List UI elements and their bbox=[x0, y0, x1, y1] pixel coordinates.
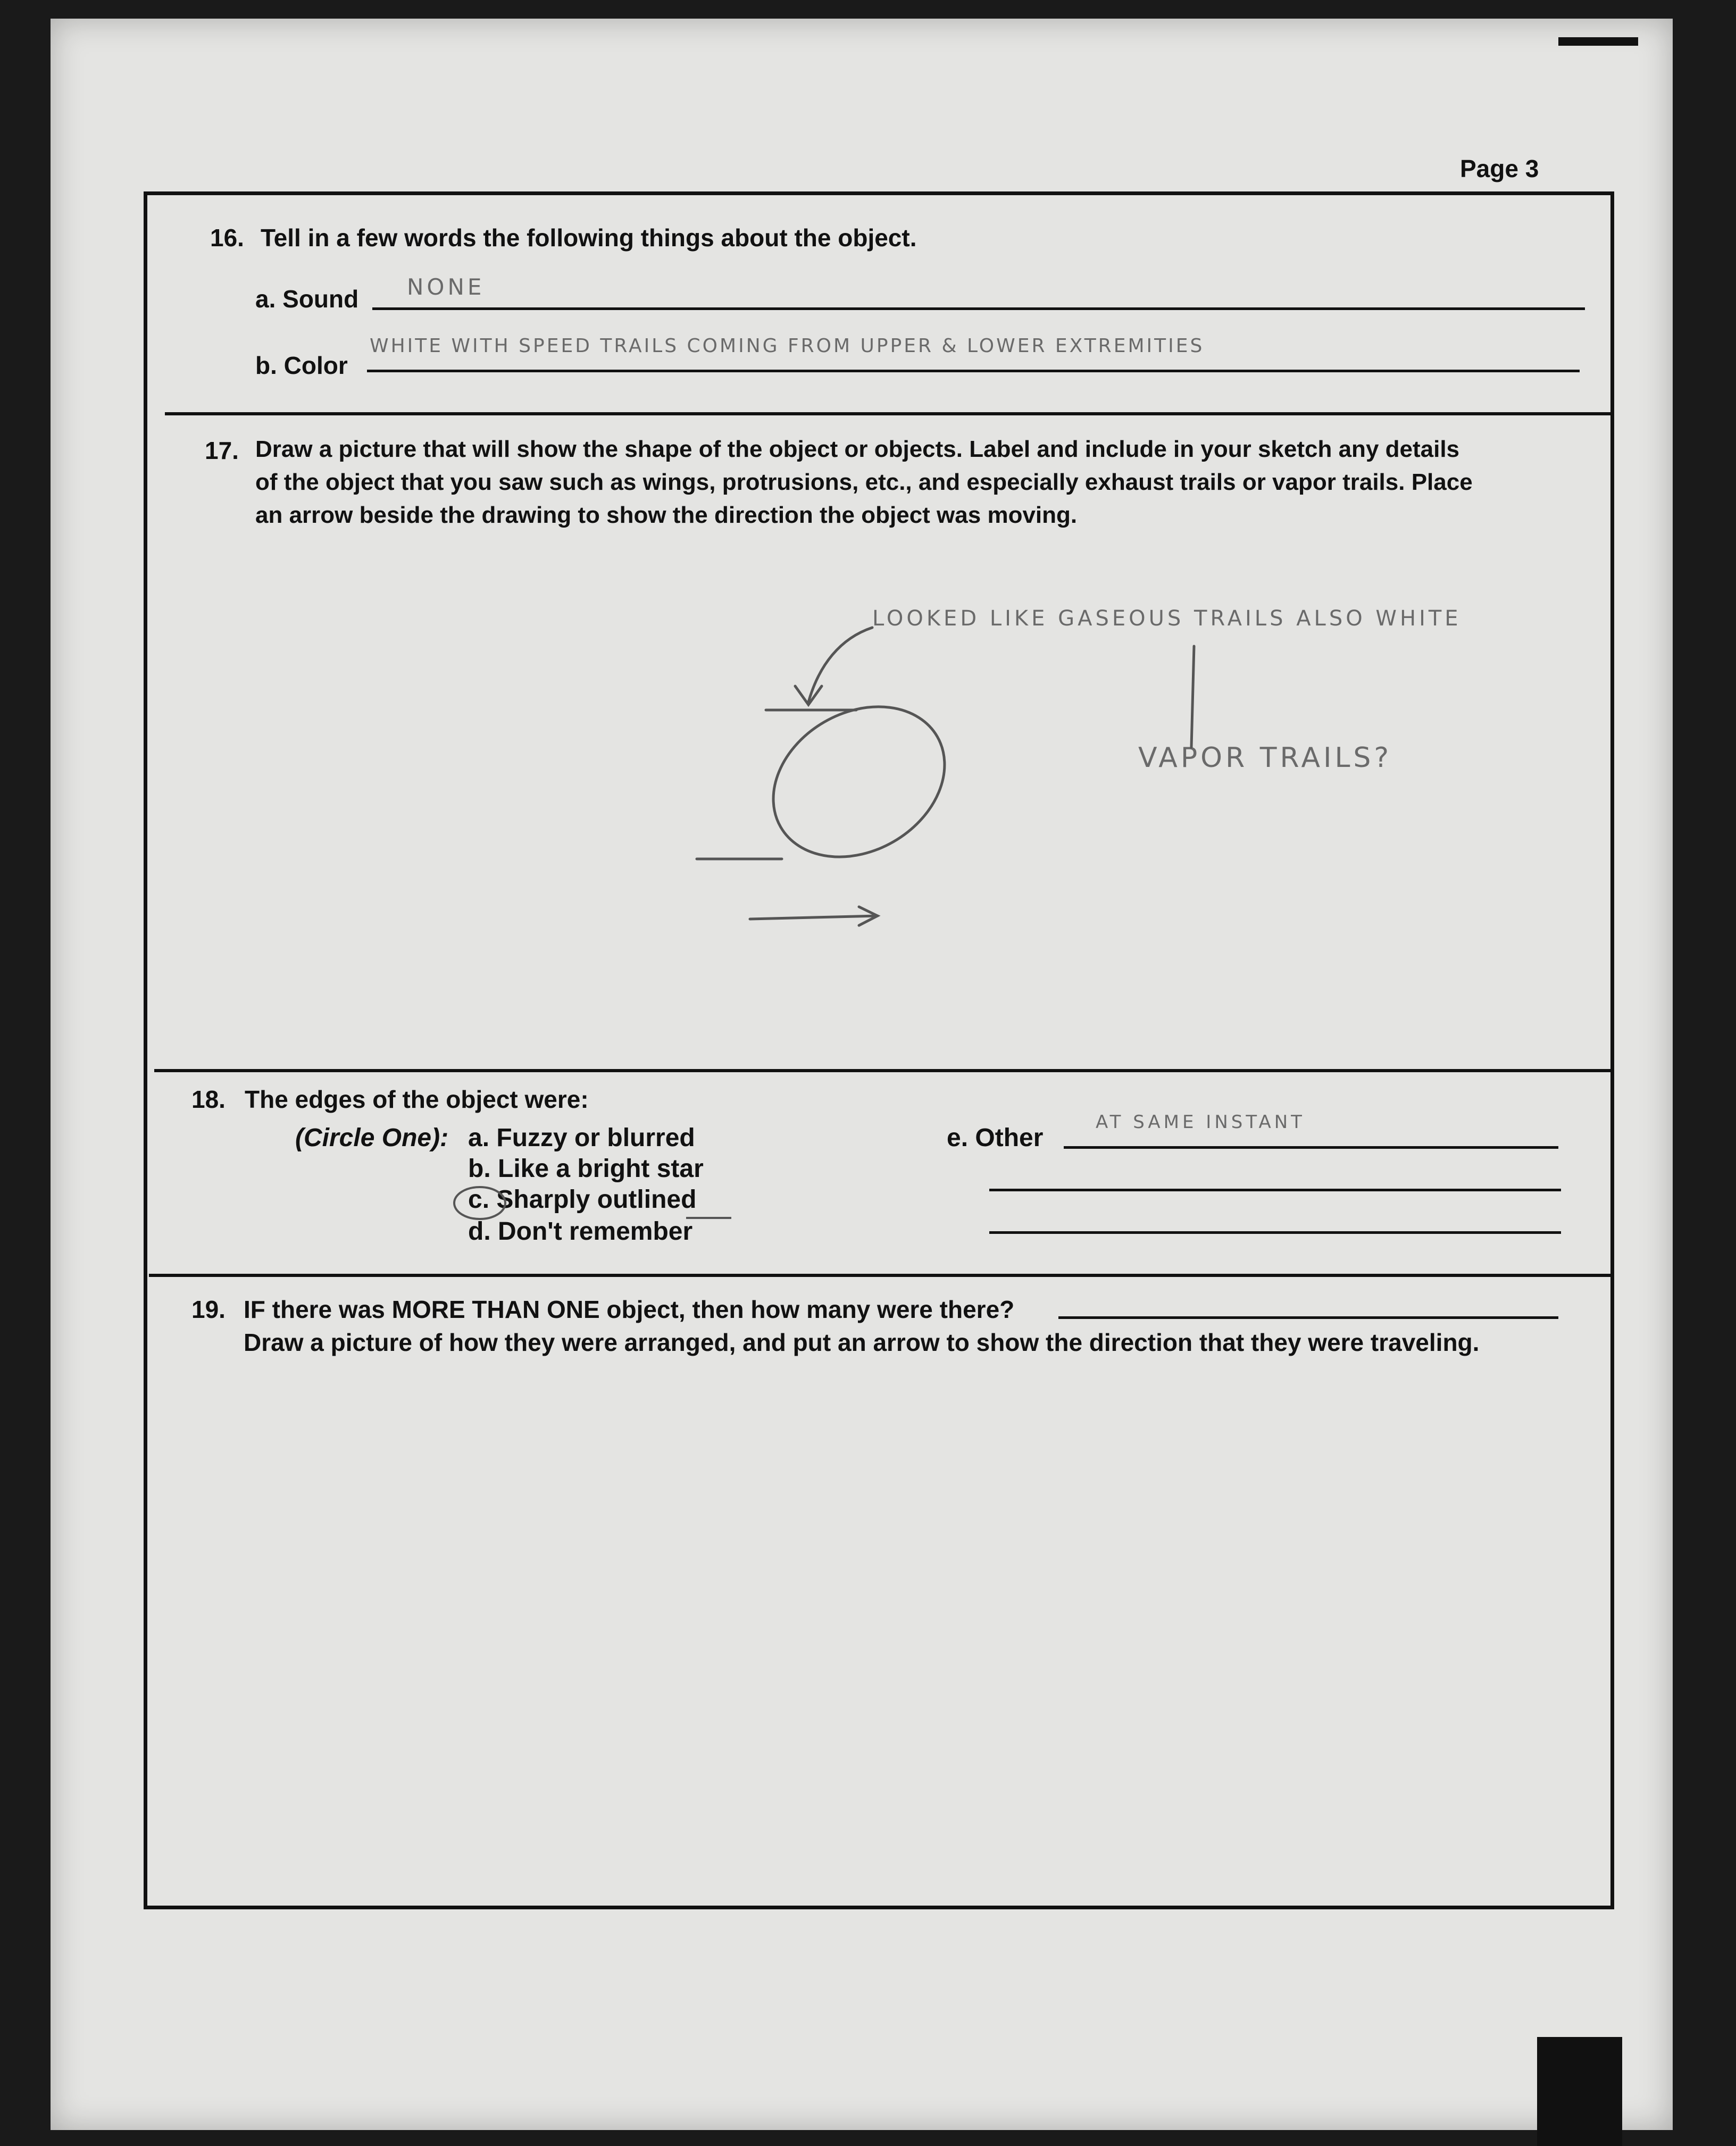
q16-prompt: Tell in a few words the following things about the object. bbox=[261, 224, 917, 252]
q16-color-label: b. Color bbox=[255, 352, 348, 379]
q16-number: 16. bbox=[210, 224, 244, 252]
q18-option-d: d. Don't remember bbox=[468, 1217, 693, 1246]
q19-count-line bbox=[1058, 1316, 1558, 1319]
q18-other-label: e. Other bbox=[947, 1124, 1044, 1152]
q18-other-line-2 bbox=[989, 1189, 1561, 1191]
q19-prompt-line1: IF there was MORE THAN ONE object, then how many were there? bbox=[244, 1296, 1015, 1323]
sketch-note-side: VAPOR TRAILS? bbox=[1138, 742, 1392, 774]
q19-prompt-line2: Draw a picture of how they were arranged, and put an arrow to show the direction that they were traveling. bbox=[244, 1329, 1480, 1356]
q16-sound-label: a. Sound bbox=[255, 285, 359, 313]
q18-number: 18. bbox=[191, 1085, 226, 1113]
q19-drawing-area[interactable] bbox=[160, 1372, 1596, 1893]
q18-prompt: The edges of the object were: bbox=[245, 1085, 589, 1113]
q18-circle-one: (Circle One): bbox=[295, 1124, 449, 1152]
q17-prompt-line1: Draw a picture that will show the shape of the object or objects. Label and include in your sketch any details bbox=[255, 436, 1460, 462]
option-c-circle-mark bbox=[454, 1187, 505, 1219]
q18-other-line-1 bbox=[1064, 1146, 1558, 1149]
q17-prompt-line2: of the object that you saw such as wings, protrusions, etc., and especially exhaust trails or vapor trails. Place bbox=[255, 469, 1473, 495]
q18-option-c: c. Sharply outlined bbox=[468, 1185, 697, 1214]
sketch-note-top: LOOKED LIKE GASEOUS TRAILS ALSO WHITE bbox=[872, 606, 1462, 631]
q18-other-answer: AT SAME INSTANT bbox=[1096, 1112, 1305, 1133]
page-number: Page 3 bbox=[1460, 155, 1539, 182]
q17-prompt-line3: an arrow beside the drawing to show the direction the object was moving. bbox=[255, 502, 1078, 528]
q16-sound-answer: NONE bbox=[407, 274, 485, 300]
q18-option-a: a. Fuzzy or blurred bbox=[468, 1124, 695, 1152]
q16-color-answer: WHITE WITH SPEED TRAILS COMING FROM UPPER & LOWER EXTREMITIES bbox=[370, 335, 1205, 357]
q19-number: 19. bbox=[191, 1296, 226, 1323]
q18-option-b: b. Like a bright star bbox=[468, 1155, 704, 1183]
q18-other-line-3 bbox=[989, 1231, 1561, 1234]
q17-number: 17. bbox=[205, 437, 239, 464]
